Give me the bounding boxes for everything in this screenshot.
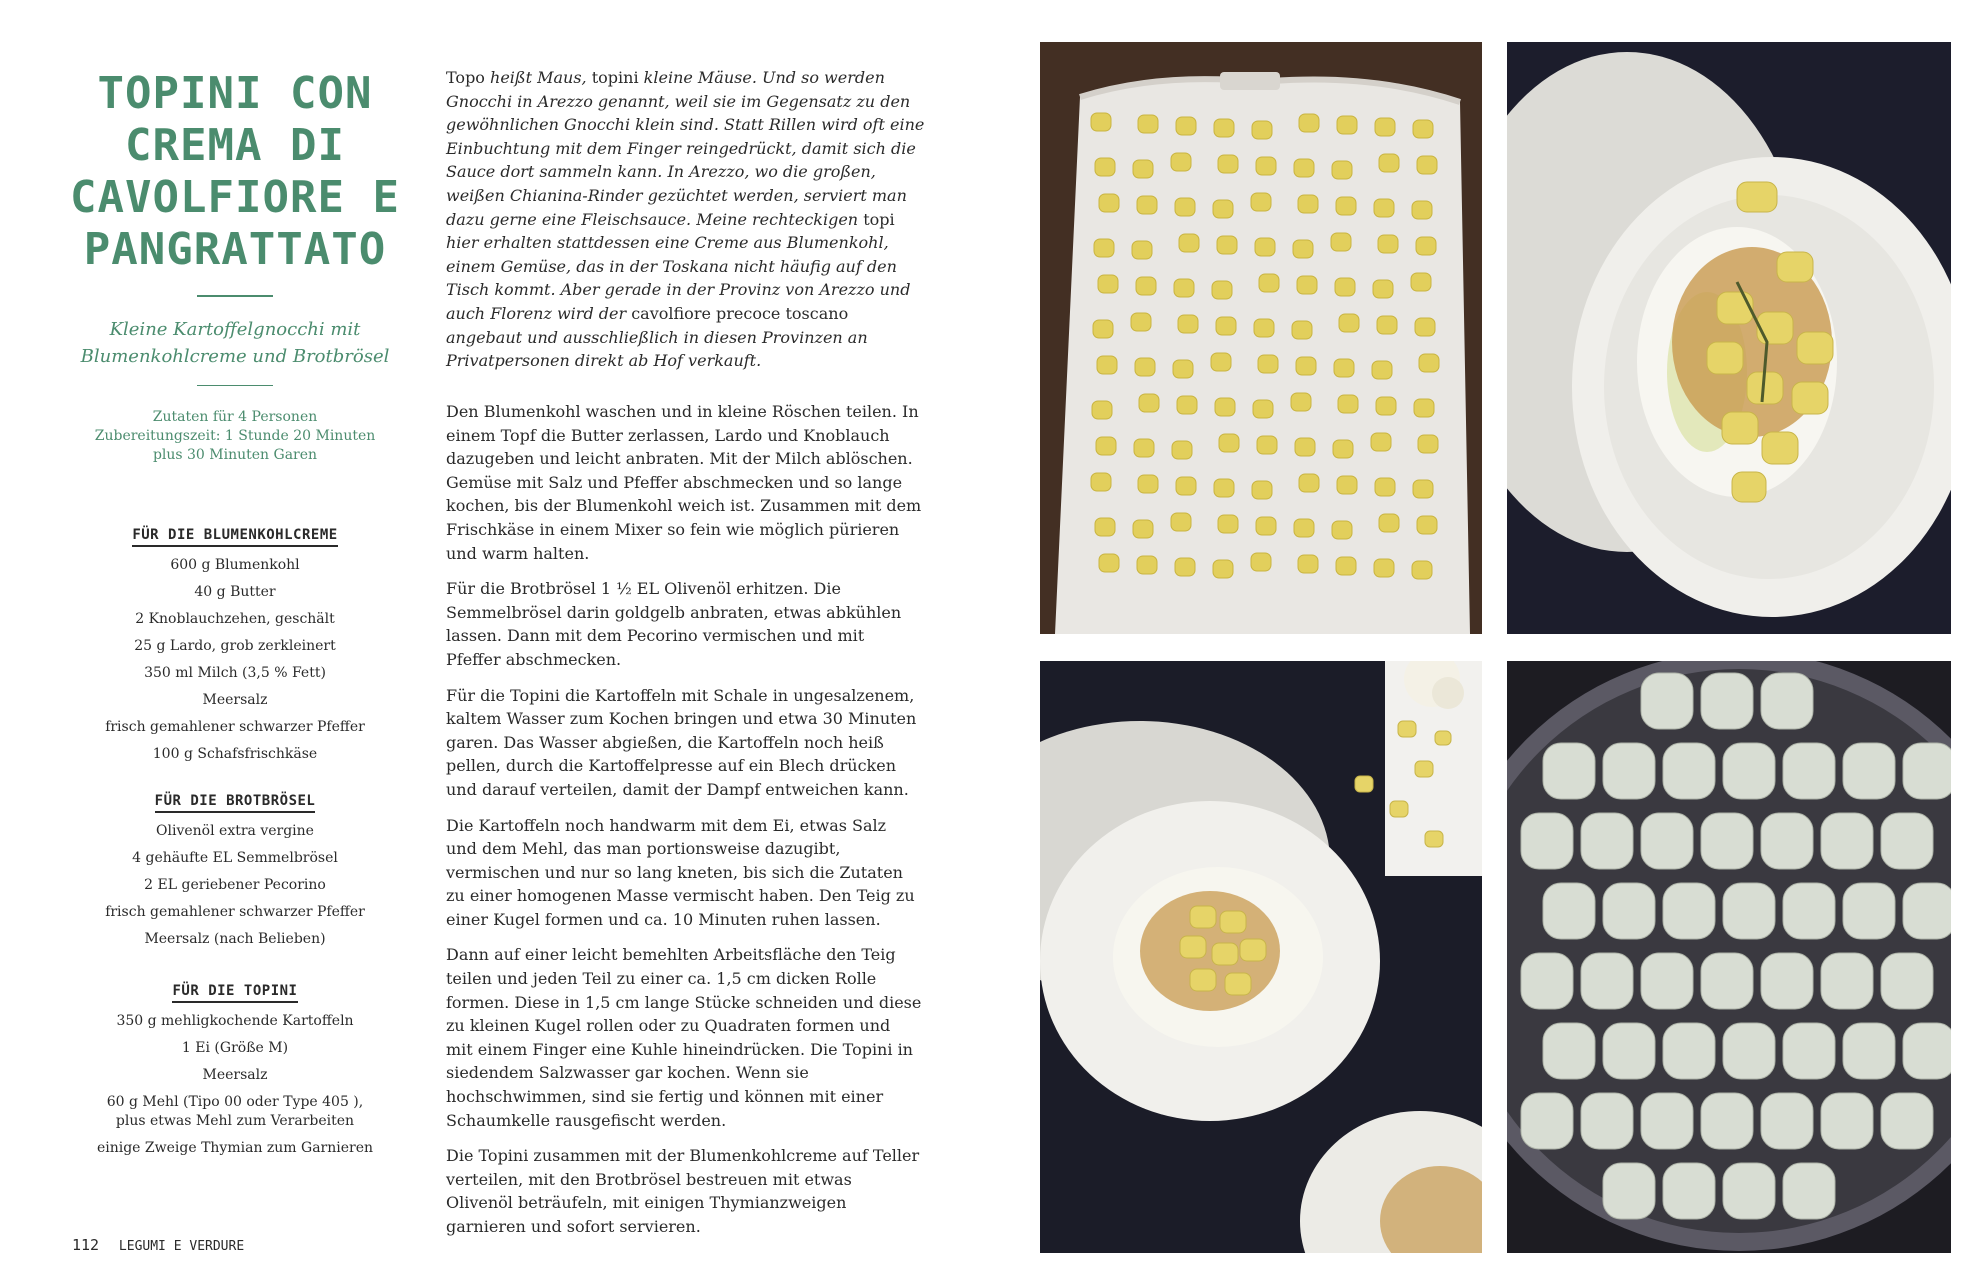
- gnocchi-piece: [1171, 153, 1191, 171]
- gnocchi-piece: [1099, 194, 1119, 212]
- gnocchi-piece: [1701, 953, 1753, 1009]
- gnocchi-piece: [1252, 481, 1272, 499]
- gnocchi-piece: [1723, 1163, 1775, 1219]
- gnocchi-piece: [1177, 396, 1197, 414]
- gnocchi-piece: [1251, 553, 1271, 571]
- gnocchi-piece: [1173, 360, 1193, 378]
- ingredient-list: [70, 552, 400, 768]
- gnocchi-piece: [1903, 1023, 1951, 1079]
- gnocchi-piece: [1219, 434, 1239, 452]
- section-name: LEGUMI E VERDURE: [118, 1239, 245, 1254]
- ingredient-item: Meersalz: [202, 692, 268, 708]
- gnocchi-piece: [1299, 474, 1319, 492]
- ingredient-item: 350 g mehligkochende Kartoffeln: [116, 1013, 354, 1029]
- intro-word: topi: [863, 209, 895, 229]
- gnocchi-piece: [1139, 394, 1159, 412]
- gnocchi-piece: [1419, 354, 1439, 372]
- recipe-subtitle: Kleine Kartoffelgnocchi mit Blumenkohlcreme und Brotbrösel: [80, 319, 390, 367]
- gnocchi-piece: [1094, 239, 1114, 257]
- gnocchi-piece: [1375, 478, 1395, 496]
- intro-word: topini: [591, 68, 639, 87]
- gnocchi-piece: [1176, 117, 1196, 135]
- instruction-step: Für die Topini die Kartoffeln mit Schale in ungesalzenem, kaltem Wasser zum Kochen bringen und etwa 30 Minuten garen. Das Wasser abgießen, die Kartoffeln noch heiß pellen, durch die Kartoffelpresse auf ein Blech drücken und darauf verteilen, damit der Dampf entweichen kann.: [446, 685, 917, 799]
- gnocchi-piece: [1641, 1093, 1693, 1149]
- gnocchi-piece: [1337, 476, 1357, 494]
- gnocchi-piece: [1783, 1163, 1835, 1219]
- ingredient-item: Meersalz (nach Belieben): [144, 931, 326, 947]
- gnocchi-piece: [1581, 1093, 1633, 1149]
- gnocchi-piece: [1137, 556, 1157, 574]
- gnocchi-piece: [1176, 477, 1196, 495]
- gnocchi-piece: [1843, 1023, 1895, 1079]
- gnocchi-piece: [1881, 953, 1933, 1009]
- intro-fragment: heißt Maus,: [484, 68, 592, 87]
- gnocchi-piece: [1174, 279, 1194, 297]
- gnocchi-piece: [1414, 399, 1434, 417]
- photo-plate-and-board-image: [1040, 661, 1482, 1253]
- gnocchi-piece: [1175, 198, 1195, 216]
- recipe-title: TOPINI CON CREMA DI CAVOLFIORE E PANGRATTATO: [70, 68, 400, 275]
- gnocchi-piece: [1603, 743, 1655, 799]
- gnocchi-piece: [1603, 883, 1655, 939]
- gnocchi-piece: [1292, 321, 1312, 339]
- ingredients-heading: FÜR DIE TOPINI: [172, 983, 297, 1003]
- gnocchi-piece: [1411, 273, 1431, 291]
- gnocchi-piece: [1415, 318, 1435, 336]
- gnocchi-piece: [1256, 157, 1276, 175]
- gnocchi-piece: [1136, 277, 1156, 295]
- gnocchi-piece: [1337, 116, 1357, 134]
- gnocchi-piece: [1723, 1023, 1775, 1079]
- gnocchi-piece: [1254, 319, 1274, 337]
- gnocchi-piece: [1297, 276, 1317, 294]
- gnocchi-piece: [1134, 439, 1154, 457]
- gnocchi-piece: [1131, 313, 1151, 331]
- gnocchi-piece: [1091, 113, 1111, 131]
- gnocchi-piece: [1821, 953, 1873, 1009]
- gnocchi-piece: [1603, 1163, 1655, 1219]
- gnocchi-piece: [1418, 435, 1438, 453]
- gnocchi-piece: [1701, 673, 1753, 729]
- photo-plate-and-board: [1040, 661, 1482, 1253]
- ingredient-item: 25 g Lardo, grob zerkleinert: [134, 638, 336, 654]
- gnocchi-piece: [1213, 200, 1233, 218]
- gnocchi-piece: [1332, 161, 1352, 179]
- ingredients-topini: [70, 980, 400, 1162]
- title-divider: [197, 295, 273, 297]
- gnocchi-piece: [1641, 953, 1693, 1009]
- gnocchi-piece: [1178, 315, 1198, 333]
- ingredients-crumbs: [70, 790, 400, 953]
- gnocchi-piece: [1543, 743, 1595, 799]
- subtitle-divider: [197, 385, 273, 386]
- gnocchi-piece: [1298, 195, 1318, 213]
- ingredient-item: frisch gemahlener schwarzer Pfeffer: [105, 904, 365, 920]
- gnocchi-piece: [1218, 515, 1238, 533]
- gnocchi-piece: [1253, 400, 1273, 418]
- instruction-step: Für die Brotbrösel 1 ½ EL Olivenöl erhitzen. Die Semmelbrösel darin goldgelb anbraten, etwas abkühlen lassen. Dann mit dem Pecorino vermischen und mit Pfeffer abschmecken.: [446, 579, 902, 669]
- intro-fragment: hier erhalten stattdessen eine Creme aus Blumenkohl, einem Gemüse, das in der Toskana nicht häufig auf den Tisch kommt. Aber gerade in der Provinz von Arezzo und auch Florenz wird der: [446, 233, 911, 323]
- gnocchi-piece: [1543, 883, 1595, 939]
- gnocchi-piece: [1252, 121, 1272, 139]
- photo-gnocchi-on-towel-image: [1040, 42, 1482, 634]
- gnocchi-piece: [1663, 1163, 1715, 1219]
- gnocchi-piece: [1293, 240, 1313, 258]
- gnocchi-piece: [1095, 158, 1115, 176]
- gnocchi-piece: [1641, 673, 1693, 729]
- gnocchi-piece: [1132, 241, 1152, 259]
- ingredient-list: [70, 1008, 400, 1162]
- ingredient-item: Meersalz: [202, 1067, 268, 1083]
- ingredient-item: Olivenöl extra vergine: [156, 823, 314, 839]
- gnocchi-piece: [1663, 743, 1715, 799]
- instruction-step: Den Blumenkohl waschen und in kleine Röschen teilen. In einem Topf die Butter zerlassen, Lardo und Knoblauch dazugeben und leicht anbraten. Mit der Milch ablöschen. Gemüse mit Salz und Pfeffer abschmecken und so lange kochen, bis der Blumenkohl weich ist. Zusammen mit dem Frischkäse in einem Mixer so fein wie möglich pürieren und warm halten.: [446, 402, 922, 563]
- photo-gnocchi-in-water-image: [1507, 661, 1951, 1253]
- gnocchi-piece: [1543, 1023, 1595, 1079]
- ingredient-item: einige Zweige Thymian zum Garnieren: [96, 1140, 374, 1156]
- ingredient-item: [70, 1089, 400, 1135]
- page-footer: [72, 1236, 244, 1254]
- gnocchi-piece: [1212, 281, 1232, 299]
- gnocchi-piece: [1663, 883, 1715, 939]
- gnocchi-piece: [1338, 395, 1358, 413]
- gnocchi-piece: [1093, 320, 1113, 338]
- gnocchi-piece: [1761, 813, 1813, 869]
- gnocchi-piece: [1092, 401, 1112, 419]
- gnocchi-piece: [1138, 115, 1158, 133]
- cook-time: plus 30 Minuten Garen: [152, 447, 318, 463]
- gnocchi-piece: [1214, 119, 1234, 137]
- gnocchi-piece: [1331, 233, 1351, 251]
- ingredient-item: 4 gehäufte EL Semmelbrösel: [132, 850, 338, 866]
- gnocchi-piece: [1372, 361, 1392, 379]
- instructions: [446, 400, 922, 1251]
- gnocchi-piece: [1097, 356, 1117, 374]
- intro-text: [446, 66, 926, 373]
- gnocchi-piece: [1255, 238, 1275, 256]
- gnocchi-piece: [1096, 437, 1116, 455]
- gnocchi-piece: [1295, 438, 1315, 456]
- gnocchi-piece: [1843, 883, 1895, 939]
- intro-word: cavolfiore precoce toscano: [631, 303, 849, 323]
- gnocchi-piece: [1135, 358, 1155, 376]
- gnocchi-piece: [1133, 520, 1153, 538]
- intro-fragment: angebaut und ausschließlich in diesen Provinzen an Privatpersonen direkt ab Hof verkauft.: [446, 327, 868, 371]
- gnocchi-piece: [1375, 118, 1395, 136]
- gnocchi-piece: [1138, 475, 1158, 493]
- ingredients-heading: FÜR DIE BLUMENKOHLCREME: [132, 527, 337, 547]
- gnocchi-piece: [1218, 155, 1238, 173]
- gnocchi-piece: [1641, 813, 1693, 869]
- gnocchi-piece: [1294, 519, 1314, 537]
- gnocchi-piece: [1373, 280, 1393, 298]
- instruction-step: Dann auf einer leicht bemehlten Arbeitsfläche den Teig teilen und jeden Teil zu einer ca. 1,5 cm dicken Rolle formen. Diese in 1,5 cm lange Stücke schneiden und diese zu kleinen Kugel rollen oder zu Quadraten formen und mit einem Finger eine Kuhle hineindrücken. Die Topini in siedendem Salzwasser gar kochen. Wenn sie hochschwimmen, sind sie fertig und können mit einer Schaumkelle rausgefischt werden.: [446, 945, 922, 1130]
- gnocchi-piece: [1172, 441, 1192, 459]
- ingredient-item: 2 EL geriebener Pecorino: [144, 877, 326, 893]
- photo-gnocchi-on-towel: [1040, 42, 1482, 634]
- gnocchi-piece: [1215, 398, 1235, 416]
- recipe-meta: [60, 408, 410, 465]
- gnocchi-piece: [1334, 359, 1354, 377]
- intro-fragment: kleine Mäuse. Und so werden Gnocchi in Arezzo genannt, weil sie im Gegensatz zu den gewöhnlichen Gnocchi klein sind. Statt Rillen wird oft eine Einbuchtung mit dem Finger reingedrückt, damit sich die Sauce dort sammeln kann. In Arezzo, wo die großen, weißen Chianina-Rinder gezüchtet werden, serviert man dazu gerne eine Fleischsauce. Meine rechteckigen: [446, 68, 925, 229]
- page-number: 112: [72, 1236, 100, 1254]
- gnocchi-piece: [1339, 314, 1359, 332]
- gnocchi-piece: [1256, 517, 1276, 535]
- ingredients-heading: FÜR DIE BROTBRÖSEL: [155, 793, 316, 813]
- gnocchi-piece: [1881, 813, 1933, 869]
- gnocchi-piece: [1095, 518, 1115, 536]
- gnocchi-piece: [1294, 159, 1314, 177]
- gnocchi-piece: [1099, 554, 1119, 572]
- gnocchi-piece: [1521, 813, 1573, 869]
- gnocchi-piece: [1783, 1023, 1835, 1079]
- photo-plated-topini-image: [1507, 42, 1951, 634]
- ingredients-cream: [70, 524, 400, 768]
- gnocchi-piece: [1412, 561, 1432, 579]
- gnocchi-piece: [1761, 953, 1813, 1009]
- gnocchi-piece: [1881, 1093, 1933, 1149]
- gnocchi-piece: [1521, 953, 1573, 1009]
- ingredient-item: 1 Ei (Größe M): [181, 1040, 289, 1056]
- gnocchi-piece: [1258, 355, 1278, 373]
- gnocchi-piece: [1298, 555, 1318, 573]
- gnocchi-piece: [1213, 560, 1233, 578]
- gnocchi-piece: [1336, 197, 1356, 215]
- gnocchi-piece: [1417, 516, 1437, 534]
- gnocchi-piece: [1379, 514, 1399, 532]
- gnocchi-piece: [1843, 743, 1895, 799]
- gnocchi-piece: [1581, 813, 1633, 869]
- gnocchi-piece: [1291, 393, 1311, 411]
- gnocchi-piece: [1417, 156, 1437, 174]
- gnocchi-piece: [1783, 743, 1835, 799]
- gnocchi-piece: [1761, 1093, 1813, 1149]
- gnocchi-piece: [1581, 953, 1633, 1009]
- gnocchi-piece: [1333, 440, 1353, 458]
- gnocchi-piece: [1377, 316, 1397, 334]
- gnocchi-piece: [1179, 234, 1199, 252]
- ingredient-item: frisch gemahlener schwarzer Pfeffer: [105, 719, 365, 735]
- gnocchi-piece: [1379, 154, 1399, 172]
- instruction-step: Die Kartoffeln noch handwarm mit dem Ei, etwas Salz und dem Mehl, das man portionsweise dazugibt, vermischen und nur so lang kneten, bis sich die Zutaten zu einer homogenen Masse vermischt haben. Den Teig zu einer Kugel formen und ca. 10 Minuten ruhen lassen.: [446, 815, 915, 929]
- gnocchi-piece: [1374, 559, 1394, 577]
- gnocchi-piece: [1378, 235, 1398, 253]
- ingredient-line: plus etwas Mehl zum Verarbeiten: [115, 1113, 355, 1129]
- gnocchi-piece: [1374, 199, 1394, 217]
- photo-plated-topini: [1507, 42, 1951, 634]
- ingredient-line: 60 g Mehl (Tipo 00 oder Type 405 ),: [106, 1094, 364, 1110]
- gnocchi-piece: [1257, 436, 1277, 454]
- gnocchi-piece: [1663, 1023, 1715, 1079]
- gnocchi-piece: [1761, 673, 1813, 729]
- gnocchi-piece: [1701, 1093, 1753, 1149]
- gnocchi-piece: [1412, 201, 1432, 219]
- intro-word: Topo: [446, 68, 485, 87]
- gnocchi-piece: [1783, 883, 1835, 939]
- ingredient-list: [70, 818, 400, 953]
- gnocchi-piece: [1211, 353, 1231, 371]
- gnocchi-piece: [1259, 274, 1279, 292]
- gnocchi-piece: [1603, 1023, 1655, 1079]
- gnocchi-piece: [1133, 160, 1153, 178]
- gnocchi-piece: [1335, 278, 1355, 296]
- gnocchi-piece: [1903, 883, 1951, 939]
- gnocchi-piece: [1413, 120, 1433, 138]
- ingredient-item: 350 ml Milch (3,5 % Fett): [144, 665, 326, 681]
- prep-time: Zubereitungszeit: 1 Stunde 20 Minuten: [94, 428, 376, 444]
- instruction-step: Die Topini zusammen mit der Blumenkohlcreme auf Teller verteilen, mit den Brotbrösel bestreuen mit etwas Olivenöl beträufeln, mit einigen Thymianzweigen garnieren und sofort servieren.: [446, 1146, 920, 1236]
- gnocchi-piece: [1299, 114, 1319, 132]
- gnocchi-piece: [1376, 397, 1396, 415]
- gnocchi-piece: [1332, 521, 1352, 539]
- gnocchi-piece: [1723, 883, 1775, 939]
- ingredient-item: 100 g Schafsfrischkäse: [152, 746, 318, 762]
- gnocchi-piece: [1098, 275, 1118, 293]
- photo-gnocchi-in-water: [1507, 661, 1951, 1253]
- gnocchi-piece: [1723, 743, 1775, 799]
- gnocchi-piece: [1091, 473, 1111, 491]
- gnocchi-piece: [1821, 1093, 1873, 1149]
- gnocchi-piece: [1821, 813, 1873, 869]
- ingredient-item: 40 g Butter: [194, 584, 276, 600]
- gnocchi-piece: [1251, 193, 1271, 211]
- gnocchi-piece: [1171, 513, 1191, 531]
- gnocchi-piece: [1521, 1093, 1573, 1149]
- ingredient-item: 600 g Blumenkohl: [170, 557, 300, 573]
- gnocchi-piece: [1903, 743, 1951, 799]
- gnocchi-piece: [1371, 433, 1391, 451]
- gnocchi-piece: [1214, 479, 1234, 497]
- gnocchi-piece: [1217, 236, 1237, 254]
- gnocchi-piece: [1336, 557, 1356, 575]
- gnocchi-piece: [1216, 317, 1236, 335]
- gnocchi-piece: [1413, 480, 1433, 498]
- gnocchi-piece: [1416, 237, 1436, 255]
- gnocchi-piece: [1137, 196, 1157, 214]
- gnocchi-piece: [1175, 558, 1195, 576]
- gnocchi-piece: [1701, 813, 1753, 869]
- ingredient-item: 2 Knoblauchzehen, geschält: [135, 611, 335, 627]
- gnocchi-piece: [1296, 357, 1316, 375]
- servings: Zutaten für 4 Personen: [152, 409, 318, 425]
